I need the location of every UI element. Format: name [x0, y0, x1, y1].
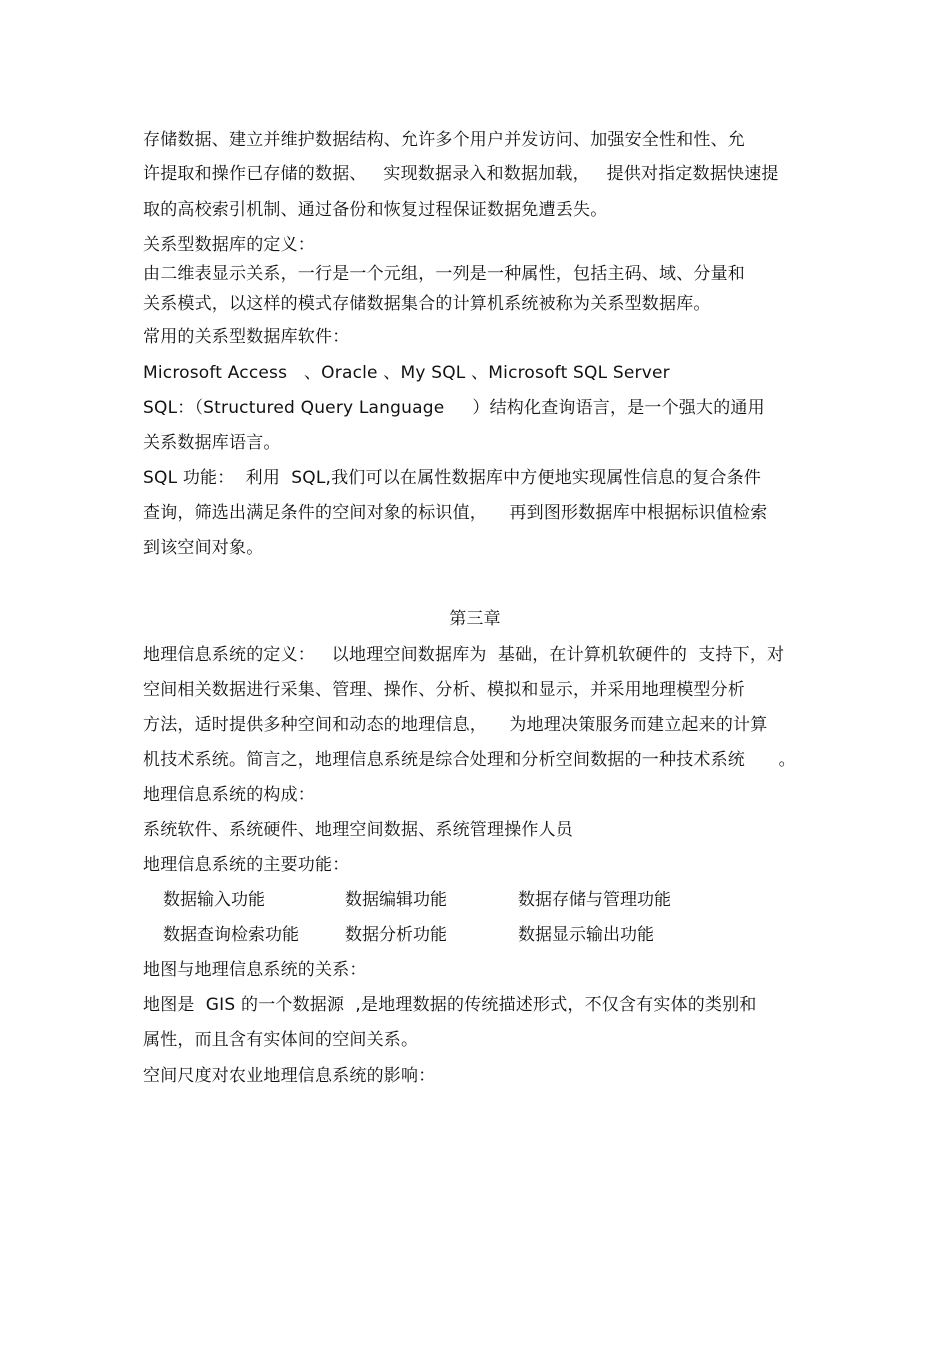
section-heading: 常用的关系型数据库软件： [143, 327, 350, 347]
paragraph-line: 查询，筛选出满足条件的空间对象的标识值， 再到图形数据库中根据标识值检索 [143, 503, 768, 523]
function-item: 数据查询检索功能 [163, 925, 299, 945]
paragraph-line: SQL：（Structured Query Language ）结构化查询语言，是一个强大的通用 [143, 398, 765, 418]
paragraph-line: 系统软件、系统硬件、地理空间数据、系统管理操作人员 [143, 820, 573, 840]
paragraph-line: Microsoft Access 、Oracle 、My SQL 、Microsoft SQL Server [143, 363, 670, 383]
paragraph-line: 地图是 GIS 的一个数据源 ,是地理数据的传统描述形式，不仅含有实体的类别和 [143, 995, 757, 1015]
function-item: 数据分析功能 [345, 925, 447, 945]
paragraph-line: 取的高校索引机制、通过备份和恢复过程保证数据免遭丢失。 [143, 200, 608, 220]
paragraph-line: 到该空间对象。 [143, 538, 264, 558]
paragraph-line: SQL 功能： 利用 SQL,我们可以在属性数据库中方便地实现属性信息的复合条件 [143, 468, 762, 488]
paragraph-line: 地理信息系统的定义： 以地理空间数据库为 基础，在计算机软硬件的 支持下，对 [143, 645, 785, 665]
function-item: 数据显示输出功能 [518, 925, 654, 945]
paragraph-line: 存储数据、建立并维护数据结构、允许多个用户并发访问、加强安全性和性、允 [143, 130, 745, 150]
section-heading: 地图与地理信息系统的关系： [143, 960, 367, 980]
paragraph-line: 属性，而且含有实体间的空间关系。 [143, 1030, 419, 1050]
chapter-heading: 第三章 [449, 609, 501, 629]
paragraph-line: 关系模式，以这样的模式存储数据集合的计算机系统被称为关系型数据库。 [143, 294, 711, 314]
section-heading: 地理信息系统的构成： [143, 785, 315, 805]
paragraph-line: 由二维表显示关系，一行是一个元组，一列是一种属性，包括主码、域、分量和 [143, 264, 745, 284]
paragraph-line: 方法，适时提供多种空间和动态的地理信息， 为地理决策服务而建立起来的计算 [143, 715, 768, 735]
function-item: 数据输入功能 [163, 890, 265, 910]
function-item: 数据存储与管理功能 [518, 890, 671, 910]
paragraph-line: 关系数据库语言。 [143, 433, 281, 453]
function-item: 数据编辑功能 [345, 890, 447, 910]
paragraph-line: 空间相关数据进行采集、管理、操作、分析、模拟和显示，并采用地理模型分析 [143, 680, 745, 700]
paragraph-line: 机技术系统。简言之，地理信息系统是综合处理和分析空间数据的一种技术系统 。 [143, 750, 796, 770]
section-heading: 关系型数据库的定义： [143, 235, 315, 255]
section-heading: 地理信息系统的主要功能： [143, 855, 350, 875]
paragraph-line: 许提取和操作已存储的数据、 实现数据录入和数据加载， 提供对指定数据快速提 [143, 164, 779, 184]
section-heading: 空间尺度对农业地理信息系统的影响： [143, 1066, 436, 1086]
